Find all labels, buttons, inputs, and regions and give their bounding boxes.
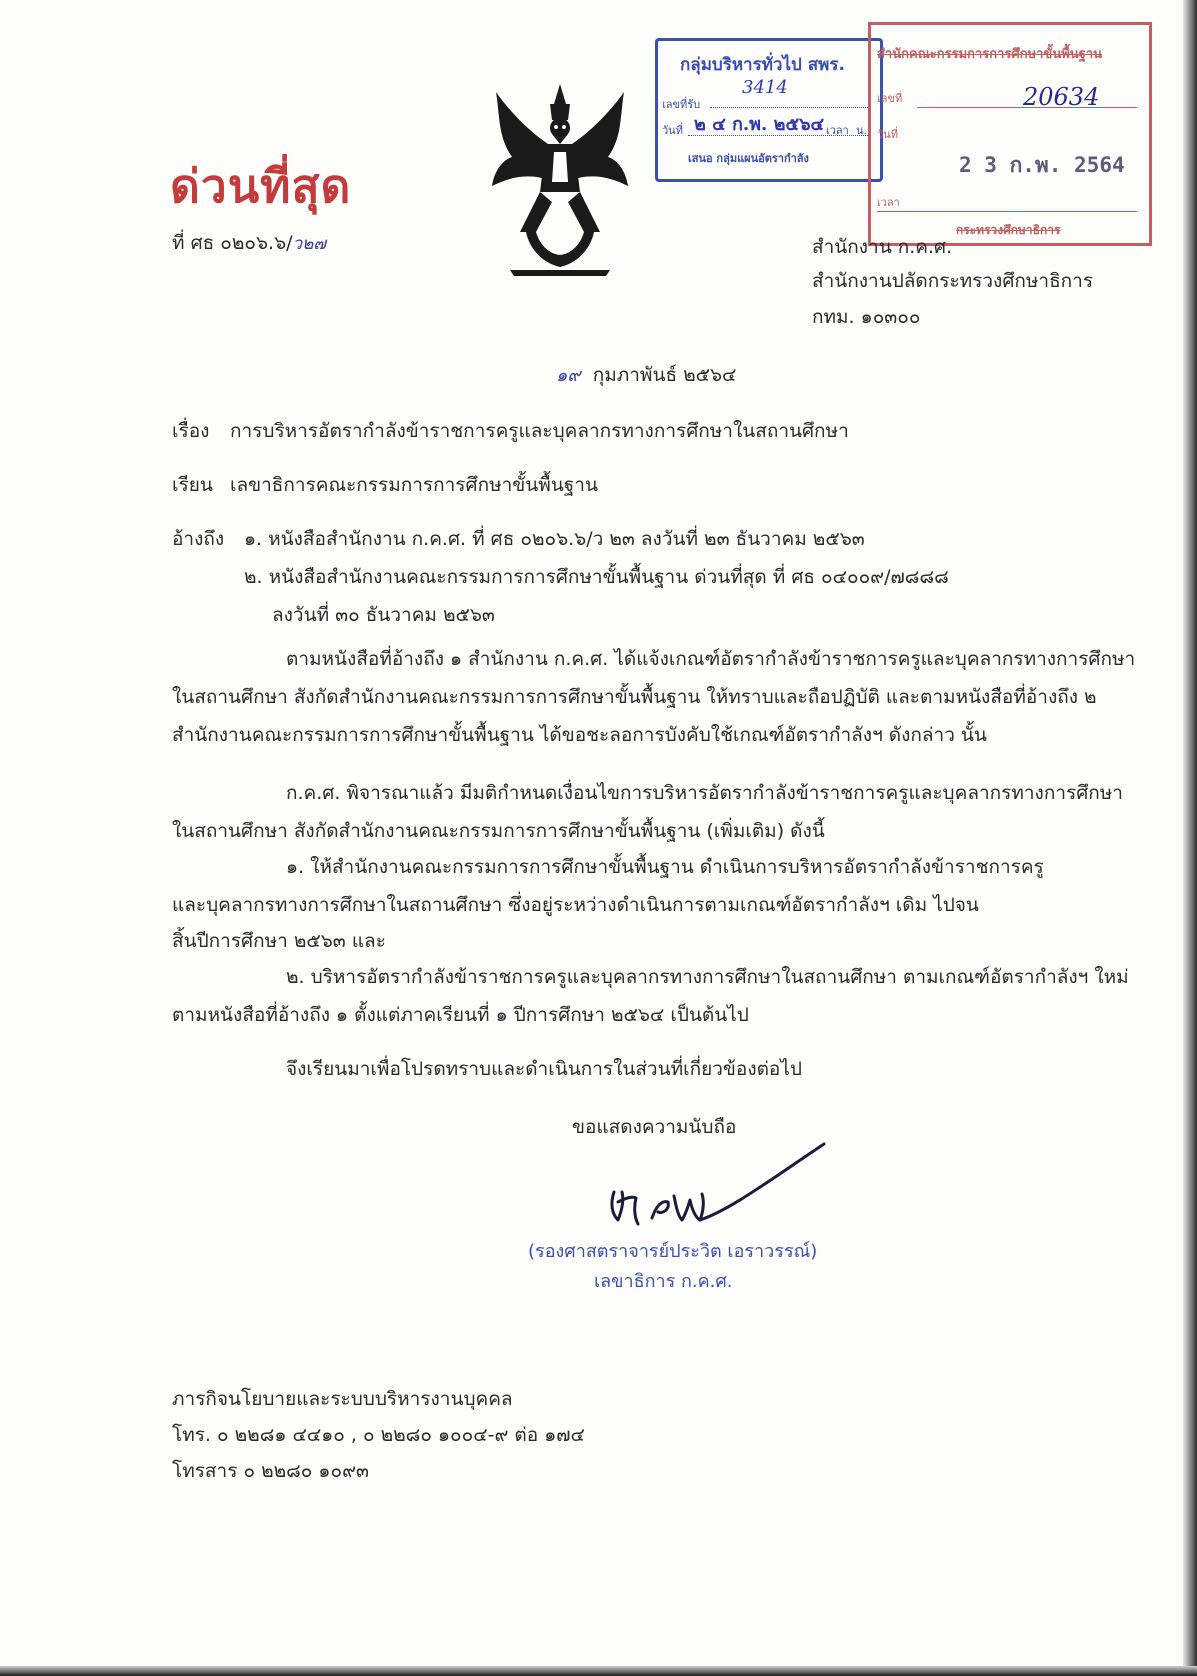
signatory-title: เลขาธิการ ก.ค.ศ. (594, 1271, 733, 1292)
scan-edge-right (1183, 0, 1197, 1676)
reference-number-printed: ที่ ศธ ๐๒๐๖.๖/ (172, 232, 293, 254)
body-line-5: ในสถานศึกษา สังกัดสำนักงานคณะกรรมการการศึกษาขั้นพื้นฐาน (เพิ่มเติม) ดังนี้ (172, 820, 825, 842)
footer-department: ภารกิจนโยบายและระบบบริหารงานบุคคล (172, 1388, 513, 1410)
letter-date-day: ๑๙ (556, 365, 581, 386)
body-line-10: ตามหนังสือที่อ้างถึง ๑ ตั้งแต่ภาคเรียนที่ ๑ ปีการศึกษา ๒๕๖๔ เป็นต้นไป (172, 1004, 749, 1026)
blue-stamp-date: ๒ ๔ ก.พ. ๒๕๖๔ (694, 114, 825, 135)
body-line-6: ๑. ให้สำนักงานคณะกรรมการการศึกษาขั้นพื้นฐาน ดำเนินการบริหารอัตรากำลังข้าราชการครู (286, 856, 1044, 878)
body-line-9: ๒. บริหารอัตรากำลังข้าราชการครูและบุคลากรทางการศึกษาในสถานศึกษา ตามเกณฑ์อัตรากำลังฯ ใหม่ (286, 966, 1129, 988)
reference-number (172, 228, 326, 258)
blue-stamp-line-1 (710, 107, 870, 108)
subject-text: การบริหารอัตรากำลังข้าราชการครูและบุคลากรทางการศึกษาในสถานศึกษา (230, 420, 849, 442)
received-stamp-red (868, 22, 1152, 246)
letter-date (556, 360, 736, 390)
red-stamp-date: 2 3 ก.พ. 2564 (959, 153, 1125, 177)
closing-text: ขอแสดงความนับถือ (572, 1116, 737, 1138)
red-stamp-number-label: เลขที่ (877, 92, 903, 105)
red-stamp-time-label: เวลา (877, 196, 900, 209)
red-stamp-date-label: วันที่ (877, 128, 898, 141)
red-stamp-line-2 (877, 211, 1137, 212)
body-line-closing-request: จึงเรียนมาเพื่อโปรดทราบและดำเนินการในส่วนที่เกี่ยวข้องต่อไป (286, 1058, 802, 1080)
body-line-4: ก.ค.ศ. พิจารณาแล้ว มีมติกำหนดเงื่อนไขการบริหารอัตรากำลังข้าราชการครูและบุคลากรทางการศึกษา (286, 782, 1123, 804)
red-stamp-title: สำนักคณะกรรมการการศึกษาขั้นพื้นฐาน (877, 47, 1103, 62)
sender-office-line-3: กทม. ๑๐๓๐๐ (812, 306, 921, 328)
reference-item-2: ๒. หนังสือสำนักงานคณะกรรมการการศึกษาขั้นพื้นฐาน ด่วนที่สุด ที่ ศธ ๐๔๐๐๙/๗๘๘๘ (244, 566, 949, 588)
blue-stamp-received-label: เลขที่รับ (662, 98, 701, 111)
garuda-emblem-icon (490, 82, 630, 277)
reference-item-2-date: ลงวันที่ ๓๐ ธันวาคม ๒๕๖๓ (272, 604, 495, 626)
red-stamp-number: 20634 (1023, 83, 1100, 111)
to-text: เลขาธิการคณะกรรมการการศึกษาขั้นพื้นฐาน (230, 474, 598, 496)
to-label: เรียน (172, 474, 213, 496)
footer-fax: โทรสาร ๐ ๒๒๘๐ ๑๐๙๓ (172, 1460, 369, 1482)
sender-office-line-1: สำนักงาน ก.ค.ศ. (812, 236, 953, 258)
sender-office-line-2: สำนักงานปลัดกระทรวงศึกษาธิการ (812, 270, 1094, 292)
signatory-name: (รองศาสตราจารย์ประวิต เอราวรรณ์) (528, 1241, 818, 1262)
subject-label: เรื่อง (172, 420, 210, 442)
urgency-heading: ด่วนที่สุด (170, 159, 352, 213)
handwritten-signature (600, 1140, 830, 1236)
scan-edge-bottom (0, 1666, 1197, 1676)
reference-number-handwritten: ว๒๗ (292, 234, 327, 254)
footer-phone: โทร. ๐ ๒๒๘๑ ๔๔๑๐ , ๐ ๒๒๘๐ ๑๐๐๔-๙ ต่อ ๑๗๔ (172, 1424, 585, 1446)
references-label: อ้างถึง (172, 528, 225, 550)
blue-stamp-title: กลุ่มบริหารทั่วไป สพร. (680, 55, 845, 75)
reference-item-1: ๑. หนังสือสำนักงาน ก.ค.ศ. ที่ ศธ ๐๒๐๖.๖/ว ๒๓ ลงวันที่ ๒๓ ธันวาคม ๒๕๖๓ (244, 528, 865, 550)
blue-stamp-forward: เสนอ กลุ่มแผนอัตรากำลัง (688, 152, 809, 165)
letter-date-month-year: กุมภาพันธ์ ๒๕๖๔ (592, 364, 737, 386)
blue-stamp-time-suffix: น. (856, 124, 868, 137)
body-line-2: ในสถานศึกษา สังกัดสำนักงานคณะกรรมการการศึกษาขั้นพื้นฐาน ให้ทราบและถือปฏิบัติ และตามหนังสือที่อ้างถึง ๒ (172, 686, 1097, 708)
blue-stamp-time-label: เวลา (826, 124, 849, 137)
received-stamp-blue (655, 38, 883, 182)
red-stamp-footer: กระทรวงศึกษาธิการ (956, 223, 1061, 237)
body-line-1: ตามหนังสือที่อ้างถึง ๑ สำนักงาน ก.ค.ศ. ได้แจ้งเกณฑ์อัตรากำลังข้าราชการครูและบุคลากรทางการศึกษา (286, 648, 1136, 670)
blue-stamp-date-label: วันที่ (662, 124, 683, 137)
body-line-3: สำนักงานคณะกรรมการการศึกษาขั้นพื้นฐาน ได้ขอชะลอการบังคับใช้เกณฑ์อัตรากำลังฯ ดังกล่าว นั้น (172, 724, 987, 746)
blue-stamp-number: 3414 (742, 77, 788, 98)
body-line-7: และบุคลากรทางการศึกษาในสถานศึกษา ซึ่งอยู่ระหว่างดำเนินการตามเกณฑ์อัตรากำลังฯ เดิม ไปจน (172, 894, 979, 916)
body-line-8: สิ้นปีการศึกษา ๒๕๖๓ และ (172, 930, 386, 952)
blue-stamp-line-2 (688, 135, 868, 136)
